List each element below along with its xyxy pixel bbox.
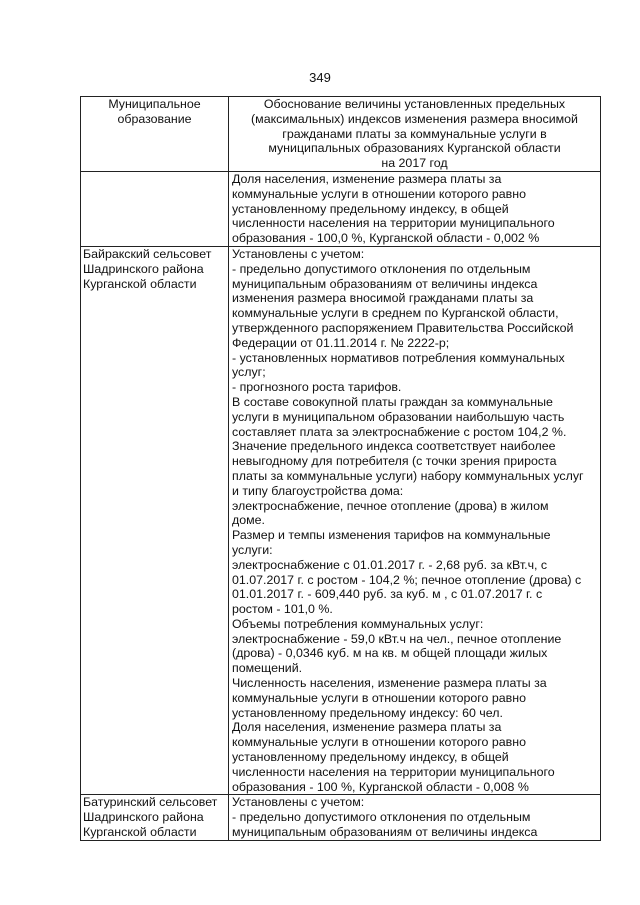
justification-line: Доля населения, изменение размера платы за [232,171,502,186]
justification-line: - прогнозного роста тарифов. [232,380,402,395]
justification-line: (дрова) - 0,0346 куб. м на кв. м общей площади жилых [232,646,548,661]
justification-line: В составе совокупной платы граждан за коммунальные [232,394,553,409]
justification-line: коммунальные услуги в отношении которого равно [232,735,526,750]
justification-line: образования - 100 %, Курганской области - 0,008 % [232,779,529,794]
justification-line: коммунальные услуги в среднем по Курганской области, [232,306,559,321]
justification-line: электроснабжение - 59,0 кВт.ч на чел., печное отопление [232,631,562,646]
justification-line: электроснабжение с 01.01.2017 г. - 2,68 руб. за кВт.ч, с [232,557,548,572]
justification-line: образования - 100,0 %, Курганской области - 0,002 % [232,231,540,246]
justification-line: Федерации от 01.11.2014 г. № 2222-р; [232,335,450,350]
header-text-line: (максимальных) индексов изменения размера вносимой [251,111,578,126]
justification-cell [229,246,601,794]
justification-line: невыгодному для потребителя (с точки зрения прироста [232,454,557,469]
justification-line: платы за коммунальные услуги) набору коммунальных услуг [232,468,584,483]
justification-line: коммунальные услуги в отношении которого равно [232,690,526,705]
header-text-line: Муниципальное [108,97,201,111]
justification-line: Установлены с учетом: [232,246,365,261]
justification-line: муниципальным образованиям от величины индекса [232,825,538,840]
justification-line: установленному предельному индексу, в общей [232,201,509,216]
header-text-line: на 2017 год [381,156,448,171]
header-text-line: Обоснование величины установленных предельных [263,97,566,111]
justification-line: 01.07.2017 г. с ростом - 104,2 %; печное отопление (дрова) с [232,572,582,587]
municipality-line: Шадринского района [83,261,204,276]
justification-line: Объемы потребления коммунальных услуг: [232,616,484,631]
justification-table [80,96,601,841]
municipality-line: Байракский сельсовет [83,246,212,261]
justification-line: муниципальным образованиям от величины индекса [232,276,538,291]
table-header-row [81,97,601,172]
justification-line: утвержденного распоряжением Правительства Российской [232,320,574,335]
justification-line: Значение предельного индекса соответствует наиболее [232,439,556,454]
municipality-line: Шадринского района [83,810,204,825]
header-text-line: гражданами платы за коммунальные услуги в [282,126,547,141]
justification-line: - установленных нормативов потребления коммунальных [232,350,565,365]
justification-line: Размер и темпы изменения тарифов на коммунальные [232,528,551,543]
table-row [81,795,601,840]
header-text-line: образование [117,111,192,126]
justification-line: - предельно допустимого отклонения по отдельным [232,810,531,825]
page-number: 349 [309,70,331,85]
justification-line: электроснабжение, печное отопление (дрова) в жилом [232,498,549,513]
justification-line: ростом - 101,0 %. [232,602,333,617]
municipality-cell [81,246,229,794]
municipality-cell [81,171,229,246]
header-justification [229,97,601,172]
justification-line: помещений. [232,661,303,676]
justification-line: 01.01.2017 г. - 609,440 руб. за куб. м , с 01.07.2017 г. с [232,587,543,602]
justification-line: - предельно допустимого отклонения по отдельным [232,261,531,276]
justification-line: коммунальные услуги в отношении которого равно [232,186,526,201]
justification-line: услуги: [232,542,273,557]
justification-line: услуги в муниципальном образовании наибольшую часть [232,409,565,424]
justification-line: численности населения на территории муниципального [232,764,555,779]
justification-cell [229,795,601,840]
justification-line: составляет плата за электроснабжение с ростом 104,2 %. [232,424,567,439]
municipality-cell [81,795,229,840]
header-municipality [81,97,229,172]
justification-cell [229,171,601,246]
municipality-line: Батуринский сельсовет [83,795,218,810]
municipality-line: Курганской области [83,825,197,840]
header-text-line: муниципальных образованиях Курганской области [268,141,561,156]
justification-line: изменения размера вносимой гражданами платы за [232,291,534,306]
justification-line: установленному предельному индексу: 60 чел. [232,705,503,720]
table-row [81,171,601,246]
justification-line: Доля населения, изменение размера платы за [232,720,502,735]
table-row [81,246,601,794]
justification-line: услуг; [232,365,266,380]
justification-line: установленному предельному индексу, в общей [232,750,509,765]
justification-line: и типу благоустройства дома: [232,483,404,498]
justification-line: численности населения на территории муниципального [232,216,555,231]
justification-line: Численность населения, изменение размера платы за [232,676,547,691]
justification-line: доме. [232,513,265,528]
justification-line: Установлены с учетом: [232,795,365,810]
municipality-line: Курганской области [83,276,197,291]
